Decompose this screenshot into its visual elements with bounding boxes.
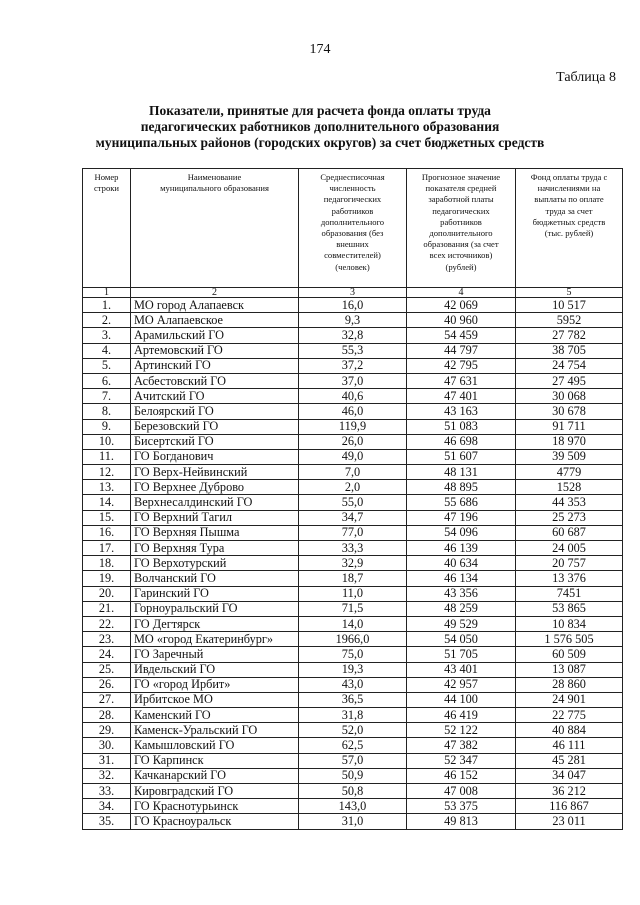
staff-count-cell: 11,0 [299,586,407,601]
staff-count-cell: 32,8 [299,328,407,343]
wage-fund-cell: 38 705 [516,343,623,358]
staff-count-cell: 71,5 [299,601,407,616]
table-row [83,434,623,449]
wage-fund-cell: 39 509 [516,449,623,464]
table-row [83,298,623,313]
municipality-name-cell: Волчанский ГО [131,571,299,586]
average-salary-cell: 52 122 [407,723,516,738]
wage-fund-cell: 7451 [516,586,623,601]
staff-count-cell: 75,0 [299,647,407,662]
wage-fund-cell: 36 212 [516,784,623,799]
row-number-cell: 34. [83,799,131,814]
column-number: 3 [299,288,407,298]
wage-fund-cell: 13 376 [516,571,623,586]
table-row [83,373,623,388]
header-text: муниципального образования [160,183,269,194]
average-salary-cell: 48 259 [407,601,516,616]
municipality-name-cell: ГО Верхняя Пышма [131,525,299,540]
staff-count-cell: 19,3 [299,662,407,677]
average-salary-cell: 53 375 [407,799,516,814]
table-row [83,784,623,799]
header-text: внешних [336,239,369,250]
row-number-cell: 1. [83,298,131,313]
wage-fund-cell: 27 495 [516,373,623,388]
wage-fund-cell: 13 087 [516,662,623,677]
average-salary-cell: 46 698 [407,434,516,449]
row-number-cell: 8. [83,404,131,419]
average-salary-cell: 54 096 [407,525,516,540]
table-row [83,647,623,662]
header-municipality-name [131,169,299,288]
average-salary-cell: 47 008 [407,784,516,799]
staff-count-cell: 62,5 [299,738,407,753]
row-number-cell: 7. [83,389,131,404]
page-number: 174 [309,42,331,57]
average-salary-cell: 48 131 [407,465,516,480]
wage-fund-cell: 40 884 [516,723,623,738]
wage-fund-cell: 60 509 [516,647,623,662]
indicators-table [82,168,623,830]
table-row [83,738,623,753]
column-number: 5 [516,288,623,298]
row-number-cell: 23. [83,632,131,647]
wage-fund-cell: 45 281 [516,753,623,768]
row-number-cell: 5. [83,358,131,373]
wage-fund-cell: 24 754 [516,358,623,373]
wage-fund-cell: 91 711 [516,419,623,434]
staff-count-cell: 43,0 [299,677,407,692]
municipality-name-cell: ГО Дегтярск [131,616,299,631]
average-salary-cell: 52 347 [407,753,516,768]
header-text: совместителей) [324,250,381,261]
row-number-cell: 9. [83,419,131,434]
average-salary-cell: 49 529 [407,616,516,631]
header-text: дополнительного [429,228,493,239]
staff-count-cell: 52,0 [299,723,407,738]
row-number-cell: 32. [83,768,131,783]
table-row [83,449,623,464]
municipality-name-cell: ГО Красноуральск [131,814,299,829]
municipality-name-cell: Каменский ГО [131,708,299,723]
average-salary-cell: 42 957 [407,677,516,692]
header-text: образования (без [321,228,384,239]
average-salary-cell: 42 069 [407,298,516,313]
table-row [83,708,623,723]
wage-fund-cell: 34 047 [516,768,623,783]
staff-count-cell: 57,0 [299,753,407,768]
staff-count-cell: 77,0 [299,525,407,540]
header-text: Наименование [187,172,242,182]
staff-count-cell: 1966,0 [299,632,407,647]
table-row [83,616,623,631]
table-row [83,389,623,404]
row-number-cell: 13. [83,480,131,495]
title-line: педагогических работников дополнительного образования [140,119,500,134]
table-row [83,768,623,783]
municipality-name-cell: ГО Верхотурский [131,556,299,571]
row-number-cell: 10. [83,434,131,449]
row-number-cell: 30. [83,738,131,753]
average-salary-cell: 46 139 [407,541,516,556]
wage-fund-cell: 1528 [516,480,623,495]
header-staff-count [299,169,407,288]
table-row [83,692,623,707]
average-salary-cell: 47 631 [407,373,516,388]
row-number-cell: 31. [83,753,131,768]
average-salary-cell: 47 382 [407,738,516,753]
average-salary-cell: 54 459 [407,328,516,343]
table-row [83,465,623,480]
header-text: выплаты по оплате [534,194,604,205]
staff-count-cell: 16,0 [299,298,407,313]
staff-count-cell: 37,2 [299,358,407,373]
municipality-name-cell: ГО Верхнее Дуброво [131,480,299,495]
table-row [83,723,623,738]
average-salary-cell: 44 797 [407,343,516,358]
staff-count-cell: 32,9 [299,556,407,571]
wage-fund-cell: 27 782 [516,328,623,343]
header-text: всех источников) [429,250,493,261]
title-line: Показатели, принятые для расчета фонда оплаты труда [149,103,491,118]
wage-fund-cell: 46 111 [516,738,623,753]
average-salary-cell: 42 795 [407,358,516,373]
header-text: работников [331,205,374,216]
row-number-cell: 25. [83,662,131,677]
table-row [83,525,623,540]
wage-fund-cell: 18 970 [516,434,623,449]
staff-count-cell: 37,0 [299,373,407,388]
municipality-name-cell: Горноуральский ГО [131,601,299,616]
average-salary-cell: 43 356 [407,586,516,601]
wage-fund-cell: 22 775 [516,708,623,723]
municipality-name-cell: Асбестовский ГО [131,373,299,388]
table-row [83,419,623,434]
wage-fund-cell: 44 353 [516,495,623,510]
table-row [83,814,623,829]
municipality-name-cell: МО «город Екатеринбург» [131,632,299,647]
table-label: Таблица 8 [556,70,616,85]
municipality-name-cell: ГО Краснотурьинск [131,799,299,814]
column-number: 1 [83,288,131,298]
municipality-name-cell: Камышловский ГО [131,738,299,753]
staff-count-cell: 36,5 [299,692,407,707]
header-text: Прогнозное значение [421,172,501,182]
table-row [83,495,623,510]
average-salary-cell: 46 134 [407,571,516,586]
row-number-cell: 18. [83,556,131,571]
header-text: дополнительного [320,216,385,227]
municipality-name-cell: МО город Алапаевск [131,298,299,313]
staff-count-cell: 49,0 [299,449,407,464]
wage-fund-cell: 60 687 [516,525,623,540]
average-salary-cell: 46 152 [407,768,516,783]
wage-fund-cell: 116 867 [516,799,623,814]
average-salary-cell: 46 419 [407,708,516,723]
wage-fund-cell: 30 678 [516,404,623,419]
row-number-cell: 28. [83,708,131,723]
header-text: Среднесписочная [320,172,385,182]
table-row [83,404,623,419]
municipality-name-cell: Ирбитское МО [131,692,299,707]
row-number-cell: 26. [83,677,131,692]
wage-fund-cell: 10 834 [516,616,623,631]
average-salary-cell: 55 686 [407,495,516,510]
staff-count-cell: 18,7 [299,571,407,586]
table-row [83,358,623,373]
municipality-name-cell: ГО Верх-Нейвинский [131,465,299,480]
municipality-name-cell: ГО Верхний Тагил [131,510,299,525]
row-number-cell: 16. [83,525,131,540]
staff-count-cell: 2,0 [299,480,407,495]
wage-fund-cell: 30 068 [516,389,623,404]
municipality-name-cell: Арамильский ГО [131,328,299,343]
table-row [83,541,623,556]
wage-fund-cell: 4779 [516,465,623,480]
staff-count-cell: 50,9 [299,768,407,783]
municipality-name-cell: Каменск-Уральский ГО [131,723,299,738]
municipality-name-cell: МО Алапаевское [131,313,299,328]
average-salary-cell: 43 163 [407,404,516,419]
staff-count-cell: 143,0 [299,799,407,814]
municipality-name-cell: ГО «город Ирбит» [131,677,299,692]
municipality-name-cell: Ивдельский ГО [131,662,299,677]
row-number-cell: 21. [83,601,131,616]
municipality-name-cell: Кировградский ГО [131,784,299,799]
staff-count-cell: 33,3 [299,541,407,556]
staff-count-cell: 55,0 [299,495,407,510]
municipality-name-cell: Бисертский ГО [131,434,299,449]
average-salary-cell: 40 634 [407,556,516,571]
row-number-cell: 22. [83,616,131,631]
row-number-cell: 2. [83,313,131,328]
header-text: бюджетных средств [532,216,606,227]
header-text: Фонд оплаты труда с [530,172,608,182]
column-number-row [83,288,623,298]
header-text: труда за счет [545,205,593,216]
document-title [0,103,640,151]
table-row [83,571,623,586]
wage-fund-cell: 20 757 [516,556,623,571]
header-row-number [83,169,131,288]
header-text: начислениями на [537,183,601,194]
table-row [83,662,623,677]
row-number-cell: 11. [83,449,131,464]
column-number: 4 [407,288,516,298]
table-row [83,586,623,601]
staff-count-cell: 14,0 [299,616,407,631]
municipality-name-cell: ГО Заречный [131,647,299,662]
municipality-name-cell: ГО Карпинск [131,753,299,768]
column-number: 2 [131,288,299,298]
header-text: (тыс. рублей) [544,228,594,239]
header-wage-fund [516,169,623,288]
table-row [83,601,623,616]
wage-fund-cell: 53 865 [516,601,623,616]
table-row [83,510,623,525]
wage-fund-cell: 23 011 [516,814,623,829]
header-text: педагогических [323,194,382,205]
wage-fund-cell: 24 005 [516,541,623,556]
table-row [83,753,623,768]
average-salary-cell: 40 960 [407,313,516,328]
header-text: (рублей) [445,261,477,272]
header-text: образования (за счет [423,239,499,250]
average-salary-cell: 44 100 [407,692,516,707]
staff-count-cell: 46,0 [299,404,407,419]
row-number-cell: 19. [83,571,131,586]
header-text: показателя средней [425,183,497,194]
header-text: Номер [94,172,119,182]
average-salary-cell: 54 050 [407,632,516,647]
row-number-cell: 15. [83,510,131,525]
table-row [83,328,623,343]
header-text: заработной платы [428,194,494,205]
table-row [83,556,623,571]
table-header-row [83,169,623,288]
table-row [83,313,623,328]
staff-count-cell: 40,6 [299,389,407,404]
table-row [83,343,623,358]
municipality-name-cell: Верхнесалдинский ГО [131,495,299,510]
row-number-cell: 20. [83,586,131,601]
header-text: работников [440,216,482,227]
row-number-cell: 6. [83,373,131,388]
municipality-name-cell: Артинский ГО [131,358,299,373]
table-row [83,632,623,647]
table-row [83,799,623,814]
staff-count-cell: 55,3 [299,343,407,358]
row-number-cell: 14. [83,495,131,510]
staff-count-cell: 34,7 [299,510,407,525]
table-row [83,480,623,495]
municipality-name-cell: Артемовский ГО [131,343,299,358]
average-salary-cell: 51 607 [407,449,516,464]
wage-fund-cell: 10 517 [516,298,623,313]
wage-fund-cell: 1 576 505 [516,632,623,647]
title-line: муниципальных районов (городских округов) за счет бюджетных средств [95,135,545,150]
average-salary-cell: 43 401 [407,662,516,677]
average-salary-cell: 47 196 [407,510,516,525]
header-text: численность [329,183,376,194]
header-text: строки [93,183,120,194]
wage-fund-cell: 28 860 [516,677,623,692]
wage-fund-cell: 25 273 [516,510,623,525]
average-salary-cell: 47 401 [407,389,516,404]
staff-count-cell: 31,0 [299,814,407,829]
row-number-cell: 4. [83,343,131,358]
row-number-cell: 35. [83,814,131,829]
staff-count-cell: 50,8 [299,784,407,799]
staff-count-cell: 119,9 [299,419,407,434]
header-average-salary [407,169,516,288]
municipality-name-cell: Березовский ГО [131,419,299,434]
row-number-cell: 27. [83,692,131,707]
wage-fund-cell: 5952 [516,313,623,328]
staff-count-cell: 31,8 [299,708,407,723]
table-row [83,677,623,692]
header-text: педагогических [432,205,490,216]
header-text: (человек) [335,261,370,272]
row-number-cell: 3. [83,328,131,343]
staff-count-cell: 26,0 [299,434,407,449]
average-salary-cell: 51 705 [407,647,516,662]
row-number-cell: 12. [83,465,131,480]
row-number-cell: 33. [83,784,131,799]
average-salary-cell: 48 895 [407,480,516,495]
municipality-name-cell: ГО Верхняя Тура [131,541,299,556]
row-number-cell: 24. [83,647,131,662]
municipality-name-cell: Гаринский ГО [131,586,299,601]
average-salary-cell: 51 083 [407,419,516,434]
municipality-name-cell: Качканарский ГО [131,768,299,783]
row-number-cell: 17. [83,541,131,556]
wage-fund-cell: 24 901 [516,692,623,707]
row-number-cell: 29. [83,723,131,738]
municipality-name-cell: Белоярский ГО [131,404,299,419]
staff-count-cell: 7,0 [299,465,407,480]
average-salary-cell: 49 813 [407,814,516,829]
municipality-name-cell: ГО Богданович [131,449,299,464]
staff-count-cell: 9,3 [299,313,407,328]
municipality-name-cell: Ачитский ГО [131,389,299,404]
